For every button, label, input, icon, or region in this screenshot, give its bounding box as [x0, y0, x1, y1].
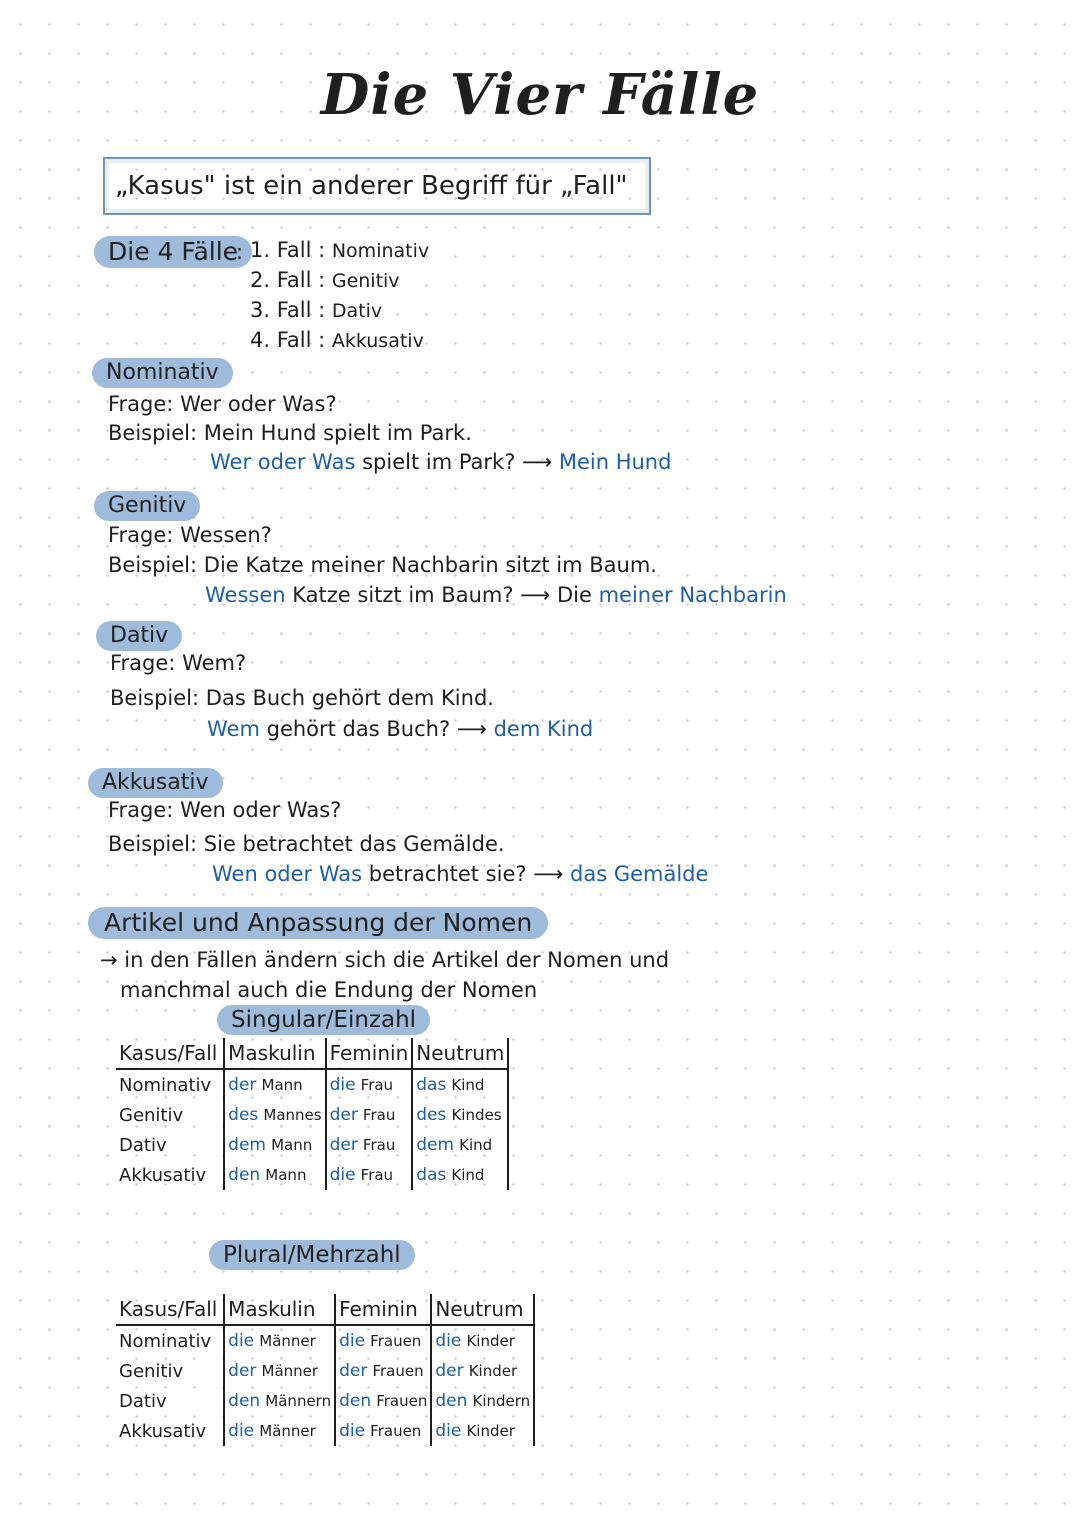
case-cell: Dativ: [119, 1390, 167, 1412]
dativ-label: Dativ: [96, 621, 182, 651]
arrow-icon: ⟶: [522, 450, 553, 474]
singular-table: [116, 1038, 509, 1190]
table-row: [116, 1416, 534, 1446]
article-cell: der Männer: [224, 1356, 335, 1386]
column-header: Kasus/Fall: [116, 1038, 224, 1069]
case-cell: Akkusativ: [119, 1420, 207, 1442]
column-header: Neutrum: [431, 1294, 534, 1325]
case-cell: Dativ: [119, 1134, 167, 1156]
akkusativ-analysis: Wen oder Was betrachtet sie? ⟶ das Gemälde: [212, 862, 709, 886]
table-row: [116, 1160, 508, 1190]
article-cell: das Kind: [412, 1160, 508, 1190]
genitiv-analysis: Wessen Katze sitzt im Baum? ⟶ Die meiner Nachbarin: [205, 583, 787, 607]
nominativ-example: Beispiel: Mein Hund spielt im Park.: [108, 421, 472, 445]
table-row: [116, 1356, 534, 1386]
table-row: [116, 1325, 534, 1356]
definition-box: „Kasus" ist ein anderer Begriff für „Fall": [103, 157, 651, 215]
column-header: Kasus/Fall: [116, 1294, 224, 1325]
table-row: [116, 1130, 508, 1160]
article-cell: den Männern: [224, 1386, 335, 1416]
table-row: [116, 1100, 508, 1130]
overview-item: 3. Fall : Dativ: [250, 298, 383, 322]
article-cell: dem Kind: [412, 1130, 508, 1160]
column-header: Neutrum: [412, 1038, 508, 1069]
article-cell: die Kinder: [431, 1325, 534, 1356]
article-cell: der Mann: [224, 1069, 325, 1100]
genitiv-question: Frage: Wessen?: [108, 523, 272, 547]
dativ-question: Frage: Wem?: [110, 651, 247, 675]
article-cell: der Kinder: [431, 1356, 534, 1386]
overview-colon: :: [236, 240, 244, 264]
nominativ-analysis: Wer oder Was spielt im Park? ⟶ Mein Hund: [210, 450, 672, 474]
singular-label: Singular/Einzahl: [217, 1005, 430, 1035]
article-cell: den Kindern: [431, 1386, 534, 1416]
column-header: Maskulin: [224, 1294, 335, 1325]
article-cell: die Männer: [224, 1325, 335, 1356]
case-cell: Akkusativ: [119, 1164, 207, 1186]
page-title: Die Vier Fälle: [320, 62, 760, 128]
table-header-row: [116, 1038, 508, 1069]
article-cell: den Frauen: [335, 1386, 431, 1416]
article-cell: der Frauen: [335, 1356, 431, 1386]
overview-item: 1. Fall : Nominativ: [250, 238, 430, 262]
nominativ-label: Nominativ: [92, 358, 233, 388]
article-cell: dem Mann: [224, 1130, 325, 1160]
case-cell: Genitiv: [119, 1104, 184, 1126]
article-cell: die Frau: [326, 1069, 413, 1100]
case-number: 1. Fall: [250, 238, 312, 262]
articles-note-line1: → in den Fällen ändern sich die Artikel der Nomen und: [100, 948, 670, 972]
arrow-icon: ⟶: [520, 583, 551, 607]
table-row: [116, 1069, 508, 1100]
article-cell: das Kind: [412, 1069, 508, 1100]
arrow-icon: →: [100, 948, 118, 972]
table-header-row: [116, 1294, 534, 1325]
article-cell: des Kindes: [412, 1100, 508, 1130]
case-number: 2. Fall: [250, 268, 312, 292]
articles-note-line2: manchmal auch die Endung der Nomen: [120, 978, 538, 1002]
nominativ-question: Frage: Wer oder Was?: [108, 392, 337, 416]
case-name: Akkusativ: [331, 330, 424, 352]
overview-item: 2. Fall : Genitiv: [250, 268, 400, 292]
case-cell: Genitiv: [119, 1360, 184, 1382]
article-cell: den Mann: [224, 1160, 325, 1190]
article-cell: der Frau: [326, 1130, 413, 1160]
plural-table: [116, 1294, 535, 1446]
case-cell: Nominativ: [119, 1074, 212, 1096]
dativ-analysis: Wem gehört das Buch? ⟶ dem Kind: [207, 717, 594, 741]
case-name: Dativ: [331, 300, 383, 322]
article-cell: die Frauen: [335, 1416, 431, 1446]
table-row: [116, 1386, 534, 1416]
case-cell: Nominativ: [119, 1330, 212, 1352]
arrow-icon: ⟶: [533, 862, 564, 886]
article-cell: die Frau: [326, 1160, 413, 1190]
column-header: Feminin: [335, 1294, 431, 1325]
article-cell: die Kinder: [431, 1416, 534, 1446]
overview-label: Die 4 Fälle: [94, 236, 252, 268]
article-cell: die Männer: [224, 1416, 335, 1446]
article-cell: des Mannes: [224, 1100, 325, 1130]
overview-item: 4. Fall : Akkusativ: [250, 328, 424, 352]
akkusativ-question: Frage: Wen oder Was?: [108, 798, 342, 822]
column-header: Feminin: [326, 1038, 413, 1069]
genitiv-example: Beispiel: Die Katze meiner Nachbarin sitzt im Baum.: [108, 553, 657, 577]
article-cell: der Frau: [326, 1100, 413, 1130]
article-cell: die Frauen: [335, 1325, 431, 1356]
akkusativ-example: Beispiel: Sie betrachtet das Gemälde.: [108, 832, 505, 856]
overview-list: [250, 238, 429, 358]
column-header: Maskulin: [224, 1038, 325, 1069]
case-number: 3. Fall: [250, 298, 312, 322]
articles-heading: Artikel und Anpassung der Nomen: [88, 907, 548, 939]
case-number: 4. Fall: [250, 328, 312, 352]
case-name: Genitiv: [331, 270, 400, 292]
genitiv-label: Genitiv: [94, 491, 200, 521]
akkusativ-label: Akkusativ: [88, 768, 223, 798]
plural-label: Plural/Mehrzahl: [209, 1240, 415, 1270]
arrow-icon: ⟶: [456, 717, 487, 741]
case-name: Nominativ: [331, 240, 430, 262]
dativ-example: Beispiel: Das Buch gehört dem Kind.: [110, 686, 494, 710]
